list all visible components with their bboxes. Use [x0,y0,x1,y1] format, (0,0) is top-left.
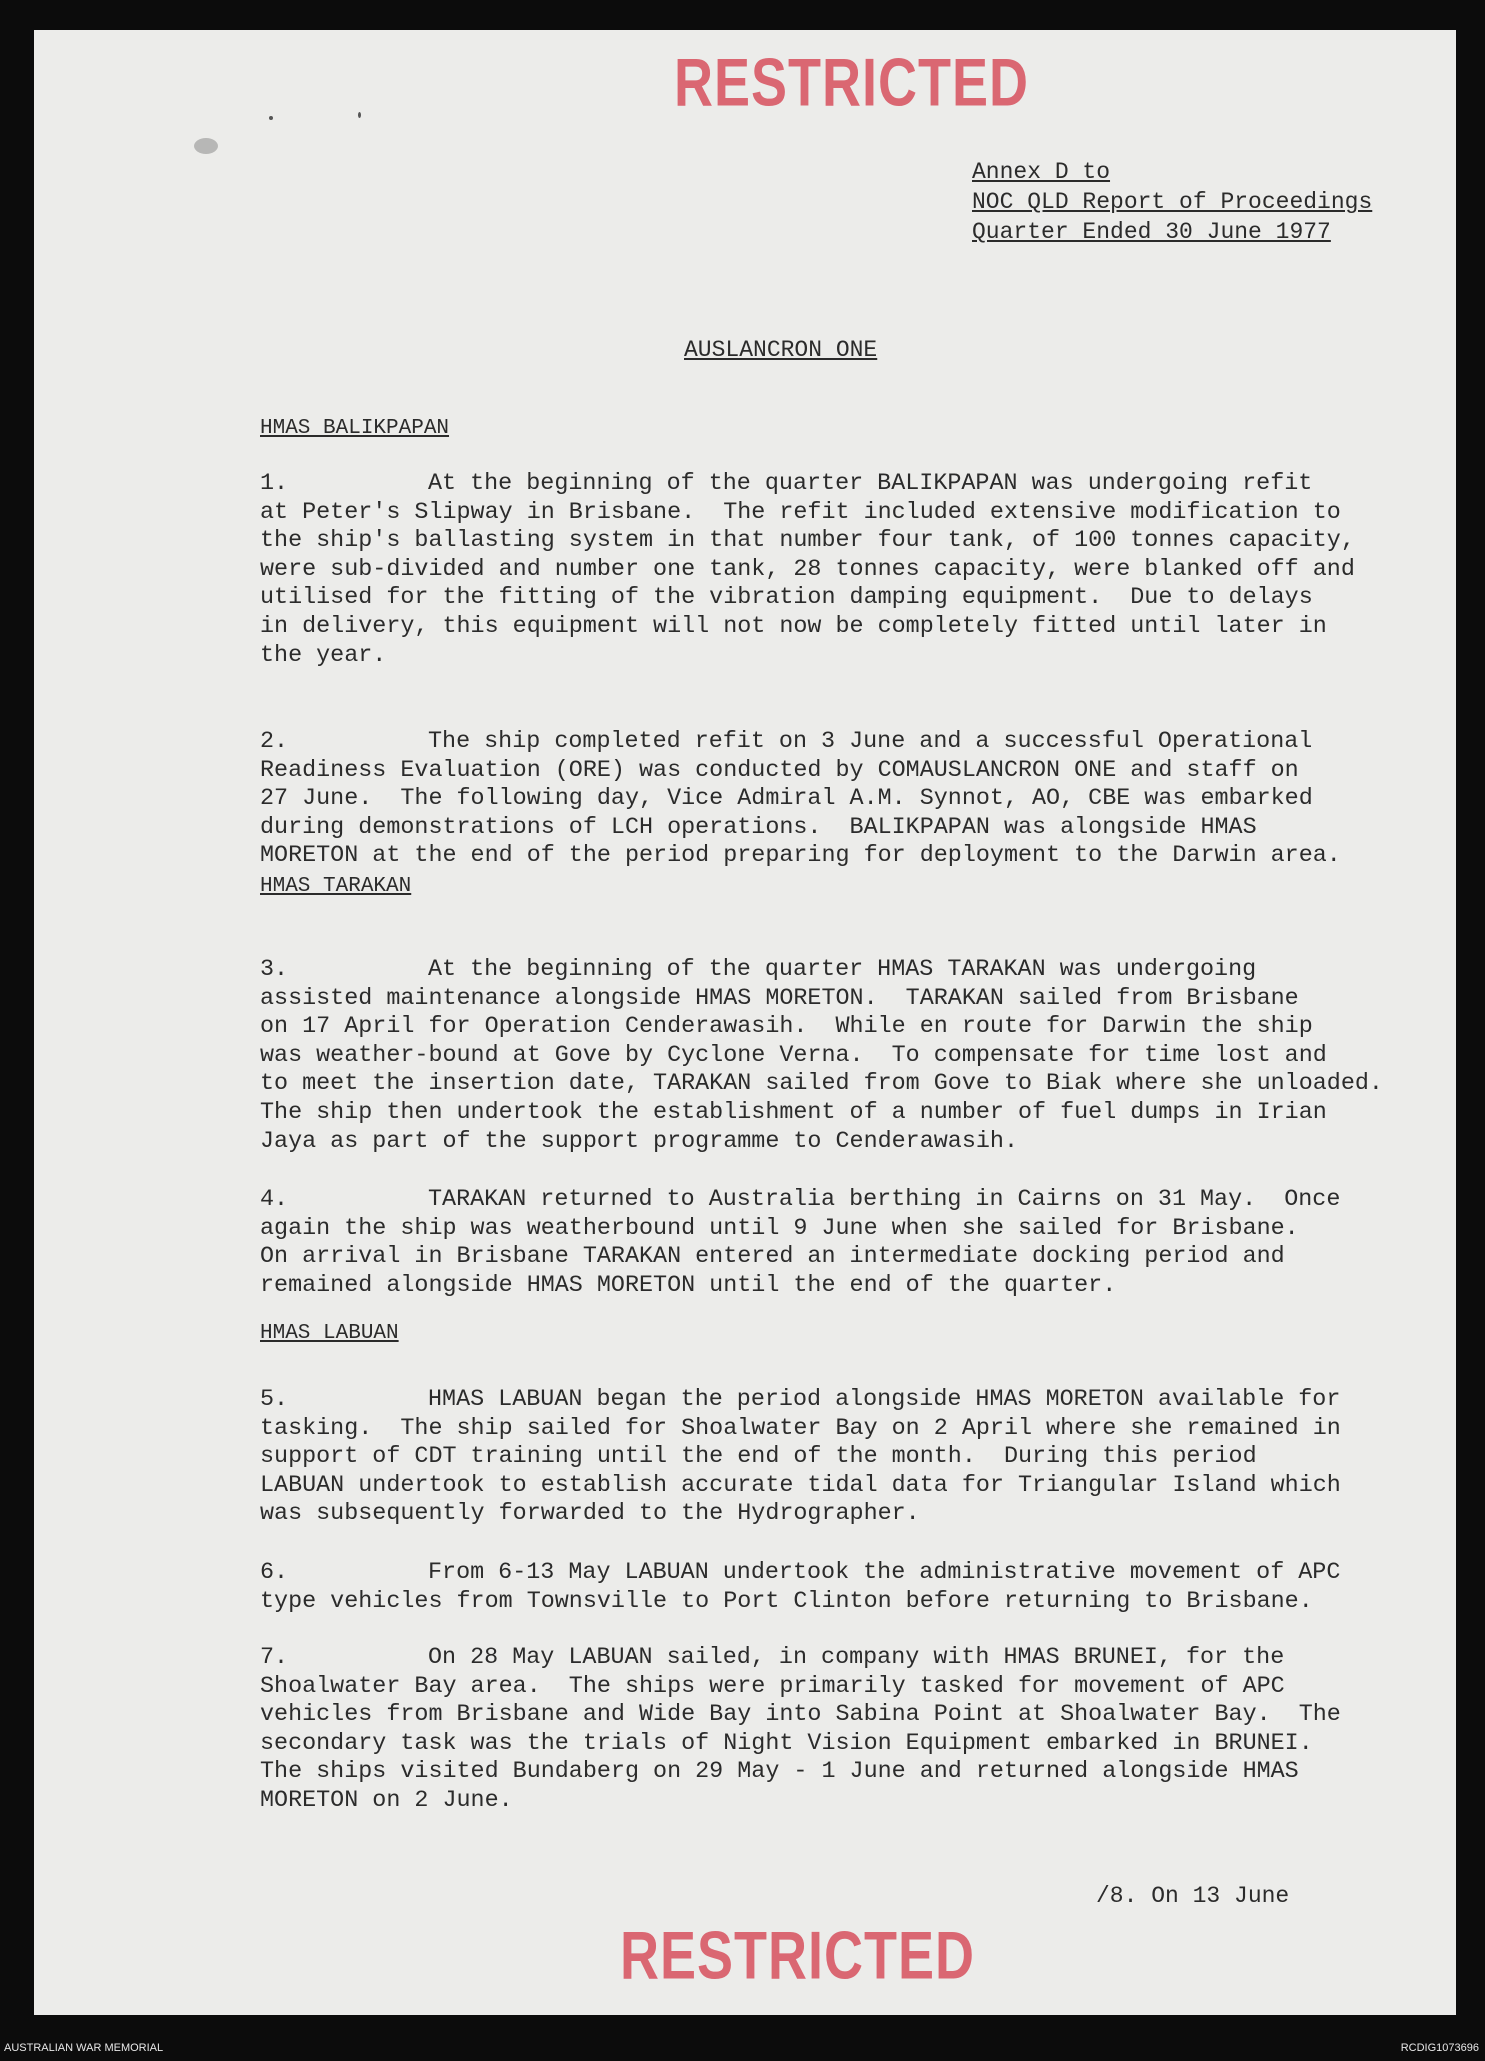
paragraph-line: secondary task was the trials of Night Vision Equipment embarked in BRUNEI. [260,1730,1313,1757]
paragraph-number: 1. [260,471,289,497]
paper-speck [269,116,273,120]
paragraph-2 [260,728,1410,871]
paragraph-6 [260,1559,1410,1616]
paragraph-line: during demonstrations of LCH operations. BALIKPAPAN was alongside HMAS [260,814,1257,841]
paragraph-line: The ships visited Bundaberg on 29 May - 1 June and returned alongside HMAS [260,1759,1299,1786]
paragraph-line: in delivery, this equipment will not now be completely fitted until later in [260,613,1327,640]
paragraph-line: support of CDT training until the end of the month. During this period [260,1444,1257,1471]
paragraph-line: Jaya as part of the support programme to Cenderawasih. [260,1128,1018,1155]
paragraph-line: the ship's ballasting system in that number four tank, of 100 tonnes capacity, [260,528,1355,555]
paragraph-line: assisted maintenance alongside HMAS MORETON. TARAKAN sailed from Brisbane [260,985,1299,1012]
footer-credit: AUSTRALIAN WAR MEMORIAL [4,2042,164,2054]
page-title: AUSLANCRON ONE [684,337,878,363]
paragraph-line: remained alongside HMAS MORETON until the end of the quarter. [260,1272,1117,1299]
paragraph-line: Readiness Evaluation (ORE) was conducted by COMAUSLANCRON ONE and staff on [260,757,1299,784]
paragraph-number: 7. [260,1645,289,1671]
paragraph-number: 4. [260,1187,289,1213]
annex-line-1: Annex D to [972,159,1111,185]
annex-line-3: Quarter Ended 30 June 1977 [972,219,1331,245]
paragraph-number: 6. [260,1560,289,1586]
paragraph-line: From 6-13 May LABUAN undertook the administrative movement of APC [428,1560,1341,1586]
paragraph-line: utilised for the fitting of the vibration damping equipment. Due to delays [260,585,1313,612]
annex-line-2: NOC QLD Report of Proceedings [972,189,1373,215]
paper-blemish [194,138,218,154]
paragraph-line: was subsequently forwarded to the Hydrographer. [260,1501,920,1528]
paragraph-3 [260,956,1410,1156]
paragraph-4 [260,1186,1410,1300]
paragraph-line: tasking. The ship sailed for Shoalwater Bay on 2 April where she remained in [260,1415,1341,1442]
paragraph-line: 27 June. The following day, Vice Admiral A.M. Synnot, AO, CBE was embarked [260,786,1313,813]
paragraph-line: vehicles from Brisbane and Wide Bay into Sabina Point at Shoalwater Bay. The [260,1702,1341,1729]
paragraph-line: The ship then undertook the establishment of a number of fuel dumps in Irian [260,1099,1327,1126]
paragraph-line: MORETON at the end of the period preparing for deployment to the Darwin area. [260,843,1341,870]
restricted-stamp-bottom: RESTRICTED [620,1918,976,1994]
paragraph-line: the year. [260,642,387,669]
section-heading-labuan: HMAS LABUAN [260,1322,399,1345]
paragraph-line: were sub-divided and number one tank, 28 tonnes capacity, were blanked off and [260,556,1355,583]
footer-record-id: RCDIG1073696 [1400,2042,1479,2054]
paragraph-line: On 28 May LABUAN sailed, in company with HMAS BRUNEI, for the [428,1645,1285,1671]
paper-speck [358,112,361,118]
paragraph-number: 5. [260,1387,289,1413]
paragraph-number: 3. [260,957,289,983]
paragraph-line: to meet the insertion date, TARAKAN sailed from Gove to Biak where she unloaded. [260,1071,1383,1098]
section-heading-tarakan: HMAS TARAKAN [260,875,412,898]
paragraph-7 [260,1644,1410,1816]
paragraph-line: HMAS LABUAN began the period alongside HMAS MORETON available for [428,1387,1341,1413]
paragraph-line: on 17 April for Operation Cenderawasih. While en route for Darwin the ship [260,1014,1313,1041]
paragraph-line: At the beginning of the quarter BALIKPAPAN was undergoing refit [428,471,1313,497]
paragraph-line: At the beginning of the quarter HMAS TARAKAN was undergoing [428,957,1257,983]
paragraph-line: type vehicles from Townsville to Port Clinton before returning to Brisbane. [260,1588,1313,1615]
paragraph-line: Shoalwater Bay area. The ships were primarily tasked for movement of APC [260,1673,1285,1700]
paragraph-line: LABUAN undertook to establish accurate tidal data for Triangular Island which [260,1472,1341,1499]
paragraph-line: TARAKAN returned to Australia berthing in Cairns on 31 May. Once [428,1187,1341,1213]
section-heading-balikpapan: HMAS BALIKPAPAN [260,417,450,440]
paragraph-line: was weather-bound at Gove by Cyclone Verna. To compensate for time lost and [260,1042,1327,1069]
paragraph-5 [260,1386,1410,1529]
paragraph-line: The ship completed refit on 3 June and a successful Operational [428,729,1313,755]
catchword: /8. On 13 June [1096,1883,1290,1909]
restricted-stamp-top: RESTRICTED [674,45,1030,121]
paragraph-line: MORETON on 2 June. [260,1787,513,1814]
paragraph-number: 2. [260,729,289,755]
paragraph-1 [260,470,1410,670]
annex-reference [972,157,1372,247]
paragraph-line: again the ship was weatherbound until 9 June when she sailed for Brisbane. [260,1215,1299,1242]
document-page [34,30,1456,2015]
paragraph-line: On arrival in Brisbane TARAKAN entered an intermediate docking period and [260,1244,1285,1271]
paragraph-line: at Peter's Slipway in Brisbane. The refit included extensive modification to [260,499,1341,526]
